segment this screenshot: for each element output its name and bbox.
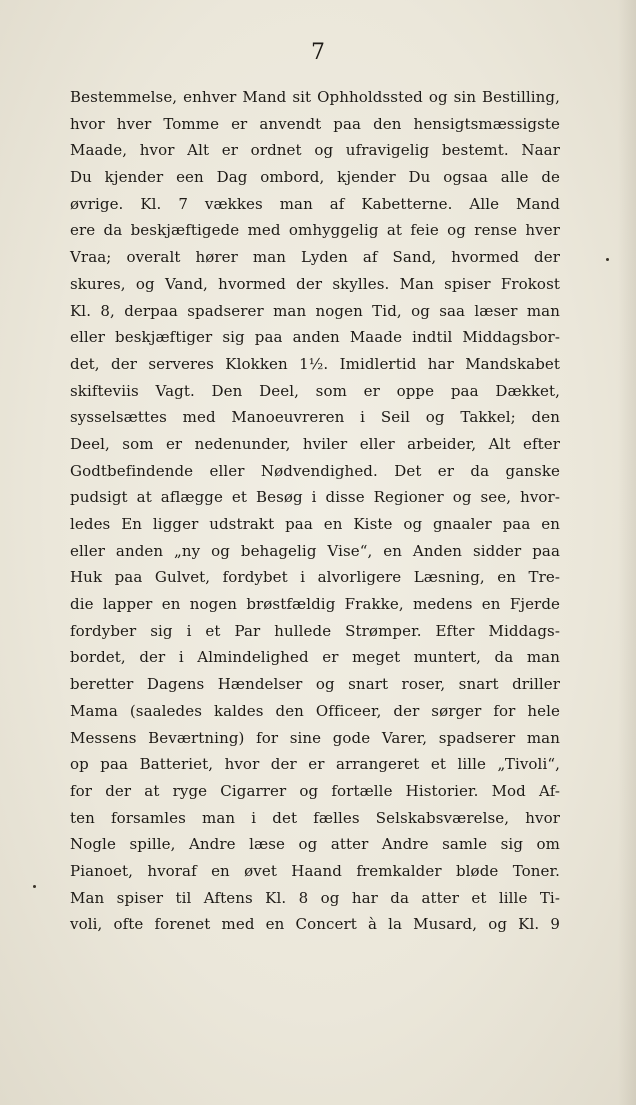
text-line: Mama (saaledes kaldes den Officeer, der sørger for hele <box>70 701 560 720</box>
text-line: Deel, som er nedenunder, hviler eller arbeider, Alt efter <box>70 434 560 453</box>
paper-speck <box>33 885 36 888</box>
text-line: skifteviis Vagt. Den Deel, som er oppe paa Dækket, <box>70 381 560 400</box>
text-line: op paa Batteriet, hvor der er arrangeret et lille „Tivoli“, <box>70 755 560 774</box>
text-line: Vraa; overalt hører man Lyden af Sand, hvormed der <box>70 248 560 267</box>
page-number: 7 <box>311 40 325 65</box>
page-edge-shadow <box>618 0 636 1105</box>
text-line: for der at ryge Cigarrer og fortælle Historier. Mod Af- <box>70 781 560 800</box>
text-line: Nogle spille, Andre læse og atter Andre samle sig om <box>70 835 560 854</box>
text-line: Pianoet, hvoraf en øvet Haand fremkalder bløde Toner. <box>70 861 560 880</box>
body-text <box>70 84 560 938</box>
text-line: Maade, hvor Alt er ordnet og ufravigelig bestemt. Naar <box>70 141 560 160</box>
text-line: ere da beskjæftigede med omhyggelig at feie og rense hver <box>70 221 560 240</box>
text-line: ledes En ligger udstrakt paa en Kiste og gnaaler paa en <box>70 515 560 533</box>
text-line: fordyber sig i et Par hullede Strømper. Efter Middags- <box>70 621 560 640</box>
text-line: die lapper en nogen brøstfældig Frakke, medens en Fjerde <box>70 595 560 614</box>
text-line: eller anden „ny og behagelig Vise“, en Anden sidder paa <box>70 541 560 560</box>
text-line: voli, ofte forenet med en Concert à la Musard, og Kl. 9 <box>70 915 560 934</box>
text-line: bordet, der i Almindelighed er meget muntert, da man <box>70 648 560 667</box>
text-line: Bestemmelse, enhver Mand sit Ophholdssted og sin Bestilling, <box>70 88 560 106</box>
text-line: beretter Dagens Hændelser og snart roser, snart driller <box>70 675 560 694</box>
text-line: Messens Beværtning) for sine gode Varer, spadserer man <box>70 728 560 747</box>
text-line: Godtbefindende eller Nødvendighed. Det er da ganske <box>70 461 560 480</box>
text-line: Du kjender een Dag ombord, kjender Du ogsaa alle de <box>70 168 560 187</box>
text-line: hvor hver Tomme er anvendt paa den hensigtsmæssigste <box>70 114 560 133</box>
text-line: skures, og Vand, hvormed der skylles. Man spiser Frokost <box>70 274 560 293</box>
text-line: øvrige. Kl. 7 vækkes man af Kabetterne. Alle Mand <box>70 194 560 213</box>
text-line: det, der serveres Klokken 1½. Imidlertid har Mandskabet <box>70 354 560 373</box>
text-line: sysselsættes med Manoeuvreren i Seil og Takkel; den <box>70 408 560 427</box>
text-line: ten forsamles man i det fælles Selskabsværelse, hvor <box>70 808 560 827</box>
text-line: eller beskjæftiger sig paa anden Maade indtil Middagsbor- <box>70 328 560 347</box>
text-line: Huk paa Gulvet, fordybet i alvorligere Læsning, en Tre- <box>70 568 560 587</box>
paper-speck <box>606 258 609 261</box>
text-line: Man spiser til Aftens Kl. 8 og har da atter et lille Ti- <box>70 888 560 907</box>
text-line: Kl. 8, derpaa spadserer man nogen Tid, og saa læser man <box>70 301 560 320</box>
text-line: pudsigt at aflægge et Besøg i disse Regioner og see, hvor- <box>70 488 560 507</box>
